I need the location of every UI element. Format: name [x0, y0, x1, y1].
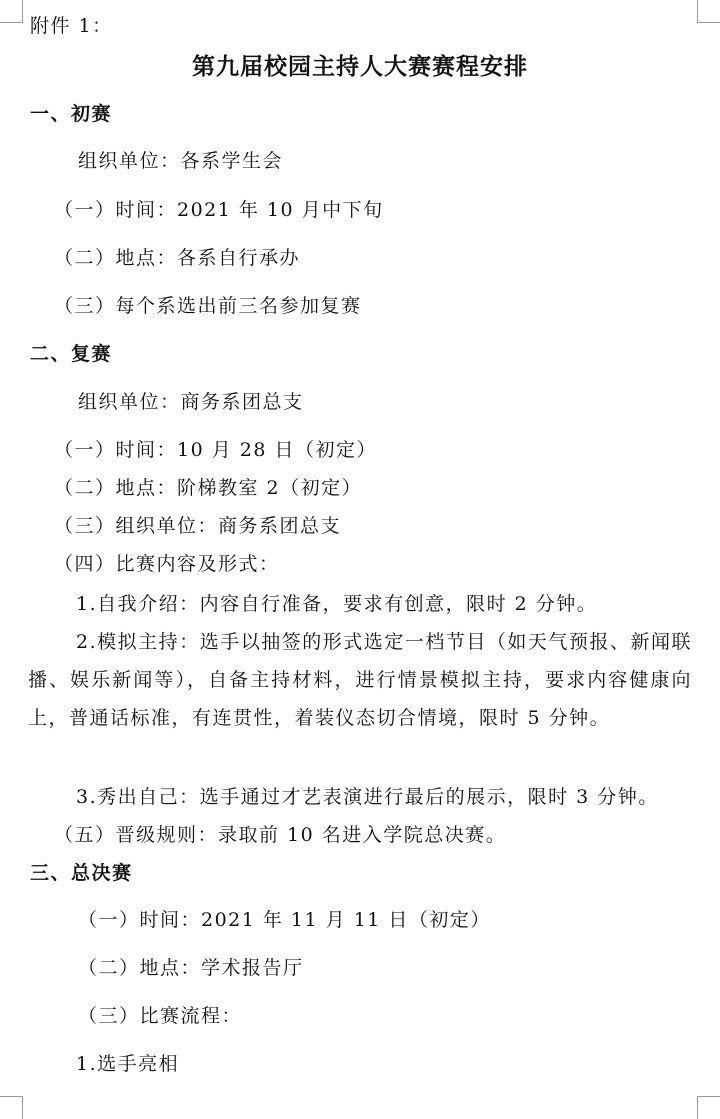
semifinal-item-time: （一）时间：10 月 28 日（初定） [54, 439, 377, 461]
final-item-flow: （三）比赛流程： [78, 1005, 243, 1027]
preliminary-item-time: （一）时间：2021 年 10 月中下旬 [54, 199, 384, 221]
final-flow-step: 1.选手亮相 [76, 1053, 180, 1075]
semifinal-item-advancement-rule: （五）晋级规则：录取前 10 名进入学院总决赛。 [54, 824, 507, 846]
page-corner-mark [0, 0, 23, 23]
preliminary-item-selection: （三）每个系选出前三名参加复赛 [54, 295, 362, 317]
semifinal-item-organizer: （三）组织单位：商务系团总支 [54, 515, 342, 537]
section-heading-semifinal: 二、复赛 [30, 343, 113, 365]
semifinal-item-place: （二）地点：阶梯教室 2（初定） [54, 477, 363, 499]
page-corner-mark [697, 0, 720, 23]
preliminary-organizer: 组织单位：各系学生会 [78, 150, 284, 172]
page-corner-mark [0, 1096, 23, 1119]
section-heading-final: 三、总决赛 [30, 862, 133, 884]
semifinal-content-self-intro: 1.自我介绍：内容自行准备，要求有创意，限时 2 分钟。 [76, 593, 598, 615]
final-item-time: （一）时间：2021 年 11 月 11 日（初定） [78, 909, 491, 931]
preliminary-item-place: （二）地点：各系自行承办 [54, 247, 301, 269]
final-item-place: （二）地点：学术报告厅 [78, 957, 304, 979]
attachment-label: 附件 1： [30, 15, 113, 37]
semifinal-content-mock-hosting: 2.模拟主持：选手以抽签的形式选定一档节目（如天气预报、新闻联播、娱乐新闻等），自备主持材料，进行情景模拟主持，要求内容健康向上，普通话标准，有连贯性，着装仪态切合情境，限时 5 分钟。 [28, 631, 692, 729]
semifinal-item-format: （四）比赛内容及形式： [54, 553, 280, 575]
semifinal-content-talent: 3.秀出自己：选手通过才艺表演进行最后的展示，限时 3 分钟。 [76, 786, 659, 808]
section-heading-preliminary: 一、初赛 [30, 103, 113, 125]
semifinal-organizer: 组织单位：商务系团总支 [78, 391, 304, 413]
page-corner-mark [697, 1096, 720, 1119]
document-title: 第九届校园主持人大赛赛程安排 [192, 54, 528, 80]
